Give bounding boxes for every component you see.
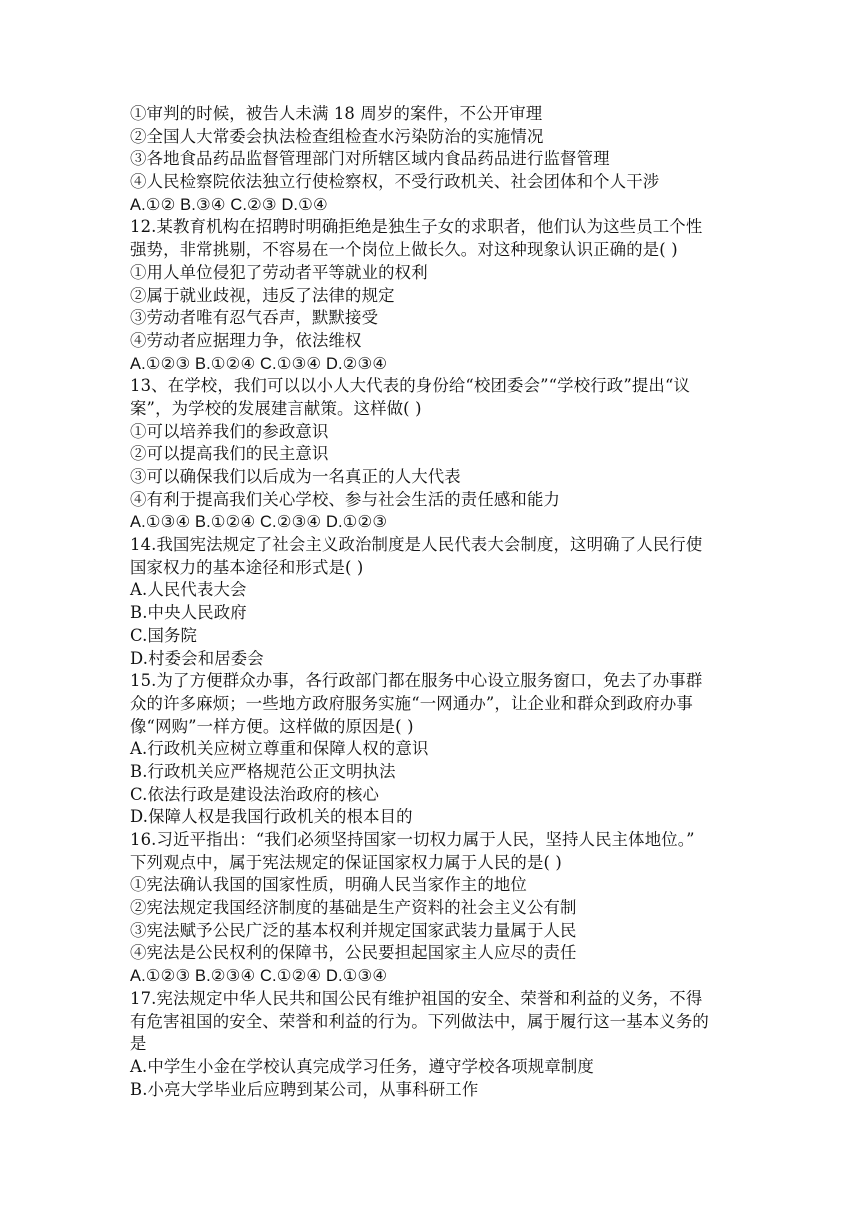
text-line: ③劳动者唯有忍气吞声，默默接受	[130, 308, 379, 328]
text-line: ①用人单位侵犯了劳动者平等就业的权利	[130, 262, 428, 282]
option-c: C.国务院	[130, 625, 198, 645]
option-b: B.中央人民政府	[130, 603, 247, 623]
text-line: ①宪法确认我国的国家性质，明确人民当家作主的地位	[130, 875, 527, 895]
answer-options: A.①②③ B.②③④ C.①②④ D.①③④	[130, 967, 388, 986]
option-a: A.人民代表大会	[130, 580, 247, 600]
option-d: D.保障人权是我国行政机关的根本目的	[130, 807, 413, 827]
question-16-text: 下列观点中，属于宪法规定的保证国家权力属于人民的是( )	[130, 852, 562, 872]
question-12-text: 12.某教育机构在招聘时明确拒绝是独生子女的求职者，他们认为这些员工个性	[130, 217, 703, 237]
option-c: C.依法行政是建设法治政府的核心	[130, 784, 380, 804]
text-line: ④有利于提高我们关心学校、参与社会生活的责任感和能力	[130, 489, 561, 509]
question-14-text: 国家权力的基本途径和形式是( )	[130, 557, 364, 577]
text-line: ②可以提高我们的民主意识	[130, 444, 329, 464]
option-a: A.中学生小金在学校认真完成学习任务，遵守学校各项规章制度	[130, 1056, 594, 1076]
text-line: ①可以培养我们的参政意识	[130, 421, 329, 441]
text-line: ①审判的时候，被告人未满 18 周岁的案件，不公开审理	[130, 104, 543, 123]
option-b: B.小亮大学毕业后应聘到某公司，从事科研工作	[130, 1079, 479, 1099]
question-14-text: 14.我国宪法规定了社会主义政治制度是人民代表大会制度，这明确了人民行使	[130, 535, 703, 555]
question-16-text: 16.习近平指出：“我们必须坚持国家一切权力属于人民，坚持人民主体地位。”	[130, 830, 695, 849]
answer-options: A.①② B.③④ C.②③ D.①④	[130, 195, 328, 214]
document-body	[130, 103, 740, 1101]
question-13-text: 13、在学校，我们可以以小人大代表的身份给“校团委会”“学校行政”提出“议	[130, 376, 691, 396]
question-15-text: 众的许多麻烦；一些地方政府服务实施“一网通办”，让企业和群众到政府办事	[130, 693, 693, 713]
option-b: B.行政机关应严格规范公正文明执法	[130, 761, 396, 781]
text-line: ②全国人大常委会执法检查组检查水污染防治的实施情况	[130, 126, 544, 146]
text-line: ②属于就业歧视，违反了法律的规定	[130, 285, 395, 305]
text-line: ③宪法赋予公民广泛的基本权利并规定国家武装力量属于人民	[130, 920, 577, 940]
text-line: ④劳动者应据理力争，依法维权	[130, 330, 362, 350]
text-line: ③各地食品药品监督管理部门对所辖区域内食品药品进行监督管理	[130, 149, 610, 169]
answer-options: A.①②③ B.①②④ C.①③④ D.②③④	[130, 354, 388, 373]
question-15-text: 像“网购”一样方便。这样做的原因是( )	[130, 716, 414, 736]
question-13-text: 案”，为学校的发展建言献策。这样做( )	[130, 398, 422, 418]
question-15-text: 15.为了方便群众办事，各行政部门都在服务中心设立服务窗口，免去了办事群	[130, 671, 703, 691]
question-17-text: 是	[130, 1034, 147, 1054]
question-17-text: 17.宪法规定中华人民共和国公民有维护祖国的安全、荣誉和利益的义务，不得	[130, 988, 703, 1008]
text-line: ④宪法是公民权利的保障书，公民要担起国家主人应尽的责任	[130, 943, 577, 963]
text-line: ③可以确保我们以后成为一名真正的人大代表	[130, 467, 461, 486]
question-17-text: 有危害祖国的安全、荣誉和利益的行为。下列做法中，属于履行这一基本义务的	[130, 1011, 709, 1031]
text-line: ②宪法规定我国经济制度的基础是生产资料的社会主义公有制	[130, 898, 577, 918]
option-d: D.村委会和居委会	[130, 648, 264, 668]
answer-options: A.①③④ B.①②④ C.②③④ D.①②③	[130, 513, 388, 532]
option-a: A.行政机关应树立尊重和保障人权的意识	[130, 739, 429, 759]
text-line: ④人民检察院依法独立行使检察权，不受行政机关、社会团体和个人干涉	[130, 172, 660, 192]
question-12-text: 强势，非常挑剔，不容易在一个岗位上做长久。对这种现象认识正确的是( )	[130, 240, 678, 260]
